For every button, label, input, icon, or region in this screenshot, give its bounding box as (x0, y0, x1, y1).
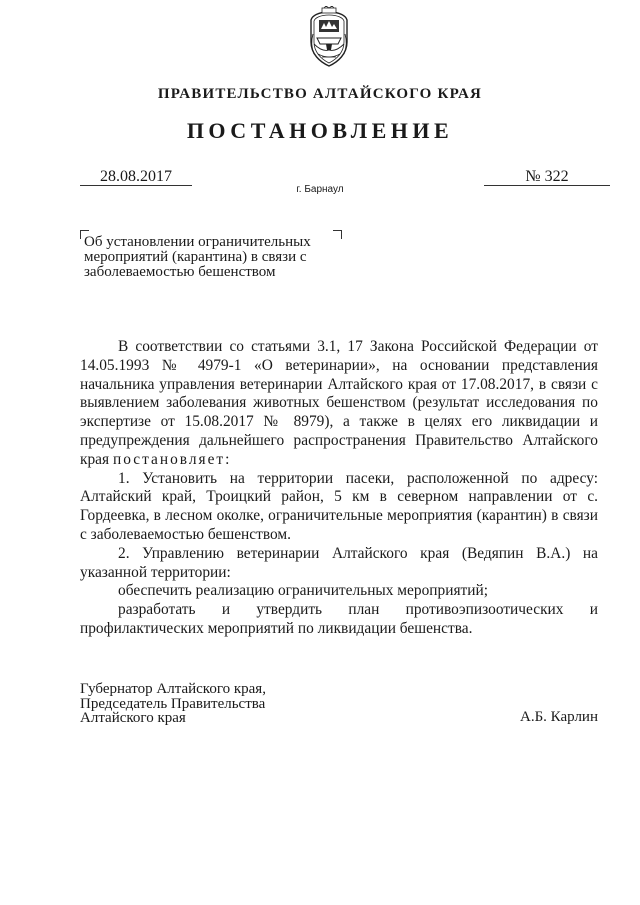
subject-line: мероприятий (карантина) в связи с (84, 249, 307, 265)
government-name: ПРАВИТЕЛЬСТВО АЛТАЙСКОГО КРАЯ (157, 86, 483, 102)
signature-title-line: Председатель Правительства (80, 695, 266, 712)
signature-block (80, 682, 380, 726)
subject-corner-right (333, 230, 342, 239)
item-2: 2. Управлению ветеринарии Алтайского края (Ведяпин В.А.) на указанной территории: (80, 544, 598, 581)
preamble-paragraph (80, 338, 598, 470)
item-2-b: разработать и утвердить план противоэпизоотических и профилактических мероприятий по ликвидации бешенства. (80, 601, 598, 637)
document-subject (84, 235, 334, 280)
item-2-a: обеспечить реализацию ограничительных мероприятий; (118, 582, 488, 600)
signatory-name: А.Б. Карлин (519, 709, 598, 725)
subject-line: заболеваемостью бешенством (84, 264, 276, 280)
document-city: г. Барнаул (296, 184, 344, 195)
document-number: № 322 (484, 168, 610, 186)
document-type: ПОСТАНОВЛЕНИЕ (186, 118, 454, 143)
subject-line: Об установлении ограничительных (84, 234, 311, 250)
preamble-text: В соответствии со статьями 3.1, 17 Закона Российской Федерации от 14.05.1993 № 4979-1 «О ветеринарии», на основании представления начальника управления ветеринарии Алтайского края от 17.08.2017, в связи с выявлением заболевания животных бешенством (результат исследования по экспертизе от 15.08.2017 № 8979), а также в целях его ликвидации и предупреждения дальнейшего распространения Правительство Алтайского края (80, 338, 598, 468)
signature-title-line: Губернатор Алтайского края, (80, 681, 266, 697)
document-body (80, 338, 598, 639)
signature-title-line: Алтайского края (80, 710, 186, 726)
document-date: 28.08.2017 (80, 168, 192, 186)
coat-of-arms-icon (304, 6, 354, 70)
decree-word: постановляет: (112, 450, 232, 468)
item-1: 1. Установить на территории пасеки, расположенной по адресу: Алтайский край, Троицкий район, 5 км в северном направлении от с. Гордеевка, в лесном околке, ограничительные мероприятия (карантин) в связи с заболеваемостью бешенством. (80, 469, 598, 543)
